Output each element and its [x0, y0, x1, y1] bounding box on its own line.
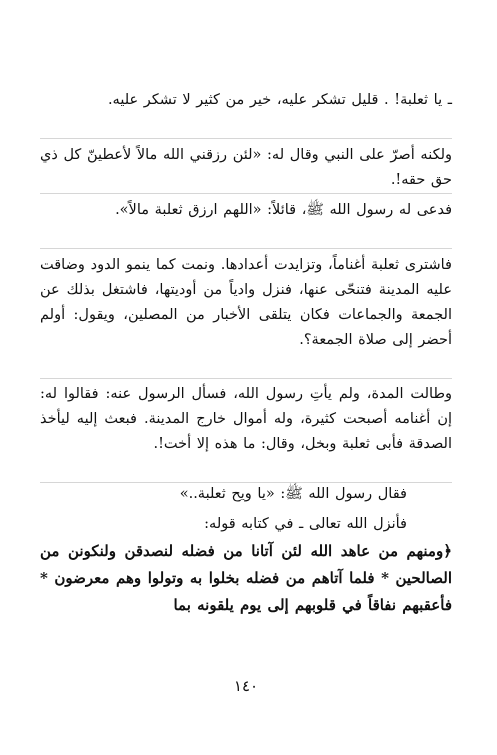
page-number: ١٤٠: [233, 677, 259, 695]
paragraph-1: ـ يا ثعلبة! . قليل تشكر عليه، خير من كثير لا تشكر عليه.: [107, 92, 452, 108]
quran-verse: ﴿ومنهم من عاهد الله لئن آتانا من فضله لنصدقن ولنكونن من الصالحين * فلما آتاهم من فضله بخلوا به وتولوا وهم معرضون * فأعقبهم نفاقاً في قلوبهم إلى يوم يلقونه بما: [40, 542, 452, 614]
divider: [40, 193, 452, 194]
divider: [40, 248, 452, 249]
paragraph-5: وطالت المدة، ولم يأتِ رسول الله، فسأل الرسول عنه: فقالوا له: إن أغنامه أصبحت كثيرة، وله أموال خارج المدينة. فبعث إليه ليأخذ الصدقة فأبى ثعلبة وبخل، وقال: ما هذه إلا أخت!.: [40, 386, 452, 452]
document-page: [40, 0, 452, 755]
paragraph-7: فأنزل الله تعالى ـ في كتابه قوله:: [204, 516, 407, 532]
paragraph-4: فاشترى ثعلبة أغناماً، وتزايدت أعدادها. ونمت كما ينمو الدود وضاقت عليه المدينة فتنحّى عنها، فنزل وادياً من أوديتها، فاشتغل بذلك عن الجمعة والجماعات فكان يتلقى الأخبار من المصلين، ويقول: أولم أحضر إلى صلاة الجمعة؟.: [40, 257, 452, 348]
paragraph-6: فقال رسول الله ﷺ: «يا ويح ثعلبة..»: [179, 486, 407, 502]
paragraph-3: فدعى له رسول الله ﷺ، قائلاً: «اللهم ارزق ثعلبة مالاً».: [115, 202, 452, 218]
divider: [40, 138, 452, 139]
divider: [40, 378, 452, 379]
paragraph-2: ولكنه أصرّ على النبي وقال له: «لئن رزقني الله مالاً لأعطينّ كل ذي حق حقه!.: [40, 147, 452, 188]
